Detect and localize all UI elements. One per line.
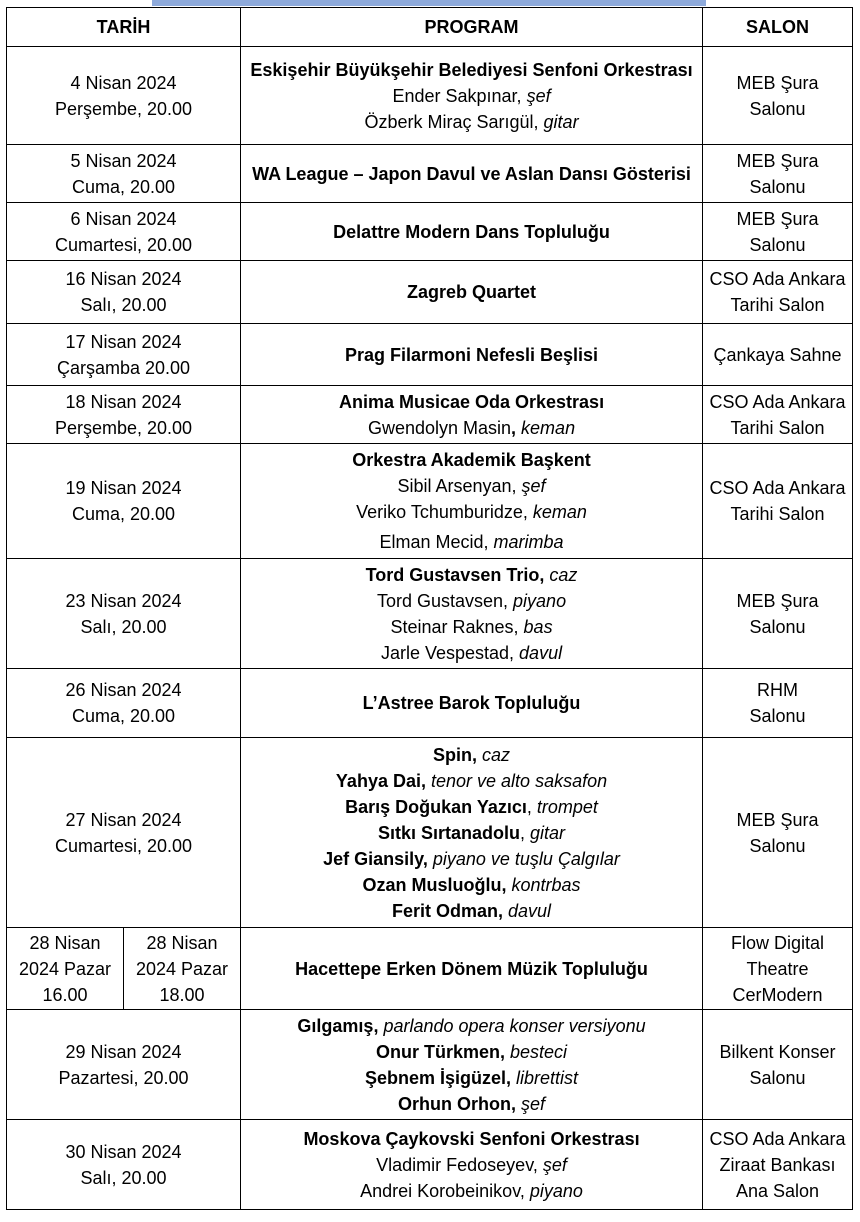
performer-role: piyano ve tuşlu Çalgılar <box>432 848 620 869</box>
venue-cell <box>703 669 853 738</box>
performer-separator: , <box>503 590 514 611</box>
date-line: Cuma, 20.00 <box>71 176 176 197</box>
program-cell <box>241 559 703 669</box>
venue-line: Salonu <box>749 234 806 255</box>
program-cell <box>241 928 703 1010</box>
performer-name: Ozan Musluoğlu <box>362 874 502 895</box>
header-accent-bar <box>152 0 706 6</box>
venue-line: Ziraat Bankası <box>719 1154 836 1175</box>
performer-name: Gwendolyn Masin <box>367 417 512 438</box>
performer-line <box>243 742 700 768</box>
table-row <box>7 444 853 559</box>
date-line: Pazartesi, 20.00 <box>58 1067 189 1088</box>
venue-cell <box>703 386 853 444</box>
date-line: 4 Nisan 2024 <box>70 72 177 93</box>
performer-separator: , <box>516 85 527 106</box>
table-row <box>7 559 853 669</box>
date-cell <box>7 47 241 145</box>
performer-role: şef <box>526 85 551 106</box>
performer-role: keman <box>532 502 587 522</box>
program-cell <box>241 1120 703 1210</box>
performer-role: parlando opera konser versiyonu <box>383 1015 646 1036</box>
performer-line <box>243 562 700 588</box>
program-title: Orkestra Akademik Başkent <box>352 450 591 470</box>
date-cell <box>124 928 241 1010</box>
program-title: WA League – Japon Davul ve Aslan Dansı Gösterisi <box>252 163 691 184</box>
performer-line <box>243 846 700 872</box>
venue-line: Theatre <box>746 958 809 979</box>
performer-role: caz <box>482 744 511 765</box>
performer-name: Jef Giansily <box>323 848 423 869</box>
performer-separator: , <box>526 796 537 817</box>
performer-name: Orhun Orhon <box>398 1093 511 1114</box>
performer-role: caz <box>549 564 578 585</box>
performer-role: gitar <box>530 822 566 843</box>
table-row <box>7 386 853 444</box>
table-header-row <box>7 8 853 47</box>
date-line: 28 Nisan <box>29 932 101 953</box>
venue-line: CSO Ada Ankara <box>709 478 846 498</box>
performer-separator: , <box>513 616 524 637</box>
date-line: Perşembe, 20.00 <box>54 417 193 438</box>
program-title: Zagreb Quartet <box>407 282 537 302</box>
performer-line <box>243 109 700 135</box>
performer-line <box>243 640 700 666</box>
date-line: 29 Nisan 2024 <box>65 1041 182 1062</box>
performer-line <box>243 415 700 441</box>
program-cell <box>241 47 703 145</box>
performer-role: tenor ve alto saksafon <box>431 770 608 791</box>
performer-separator: , <box>483 532 494 552</box>
table-row <box>7 669 853 738</box>
venue-line: CSO Ada Ankara <box>709 269 846 289</box>
performer-name: Elman Mecid <box>379 532 484 552</box>
performer-name: Jarle Vespestad <box>380 642 510 663</box>
performer-name: Sıtkı Sırtanadolu <box>377 822 521 843</box>
date-line: 26 Nisan 2024 <box>65 680 182 700</box>
venue-line: Flow Digital <box>731 932 825 953</box>
date-line: 17 Nisan 2024 <box>65 331 182 352</box>
program-title: L’Astree Barok Topluluğu <box>362 693 581 713</box>
table-row <box>7 47 853 145</box>
venue-line: Ana Salon <box>735 1180 820 1201</box>
date-line: Perşembe, 20.00 <box>54 98 193 119</box>
performer-line <box>243 768 700 794</box>
table-row <box>7 1120 853 1210</box>
performer-role: kontrbas <box>511 874 581 895</box>
performer-line <box>243 1039 700 1065</box>
performer-line <box>243 1178 700 1204</box>
venue-line: Salonu <box>749 98 806 119</box>
venue-line: Salonu <box>749 176 806 197</box>
performer-line <box>243 499 700 525</box>
date-line: 6 Nisan 2024 <box>70 208 177 229</box>
venue-line: MEB Şura <box>736 72 819 93</box>
performer-line <box>243 614 700 640</box>
performer-name: Şebnem İşigüzel <box>364 1067 507 1088</box>
concert-schedule-table <box>6 7 853 1210</box>
performer-separator: , <box>520 822 531 843</box>
venue-line: CSO Ada Ankara <box>709 1128 846 1149</box>
venue-line: Salonu <box>749 706 806 726</box>
date-cell <box>7 928 124 1010</box>
performer-line <box>243 473 700 499</box>
venue-column-header: SALON <box>703 8 853 47</box>
performer-line <box>243 588 700 614</box>
performer-separator: , <box>522 502 533 522</box>
performer-name: Andrei Korobeinikov <box>360 1180 520 1201</box>
performer-separator: , <box>509 642 520 663</box>
program-column-header: PROGRAM <box>241 8 703 47</box>
performer-role: piyano <box>529 1180 583 1201</box>
program-title: Prag Filarmoni Nefesli Beşlisi <box>344 344 599 365</box>
date-line: 5 Nisan 2024 <box>70 150 177 171</box>
program-title: Anima Musicae Oda Orkestrası <box>338 391 605 412</box>
performer-separator: , <box>422 848 433 869</box>
table-row <box>7 928 853 1010</box>
date-cell <box>7 261 241 324</box>
venue-cell <box>703 203 853 261</box>
date-line: 2024 Pazar <box>135 958 229 979</box>
date-line: Cumartesi, 20.00 <box>54 835 193 856</box>
performer-role: besteci <box>510 1041 568 1062</box>
date-line: 16.00 <box>42 984 88 1005</box>
program-cell <box>241 145 703 203</box>
venue-line: MEB Şura <box>736 809 819 830</box>
venue-line: MEB Şura <box>736 590 819 611</box>
performer-role: şef <box>521 1093 546 1114</box>
venue-cell <box>703 1010 853 1120</box>
date-line: Salı, 20.00 <box>80 616 167 637</box>
performer-name: Ferit Odman <box>391 900 498 921</box>
venue-line: Tarihi Salon <box>730 504 825 524</box>
venue-line: Tarihi Salon <box>730 417 825 438</box>
date-line: 19 Nisan 2024 <box>65 478 182 498</box>
program-cell <box>241 669 703 738</box>
venue-line: CerModern <box>732 984 823 1005</box>
performer-separator: , <box>506 1067 517 1088</box>
program-title: Eskişehir Büyükşehir Belediyesi Senfoni Orkestrası <box>250 59 693 80</box>
venue-cell <box>703 145 853 203</box>
performer-role: şef <box>521 476 546 496</box>
performer-separator: , <box>420 770 431 791</box>
date-line: Cuma, 20.00 <box>71 504 176 524</box>
venue-line: MEB Şura <box>736 150 819 171</box>
date-cell <box>7 1010 241 1120</box>
performer-line <box>243 872 700 898</box>
performer-role: librettist <box>516 1067 579 1088</box>
date-line: 2024 Pazar <box>18 958 112 979</box>
date-cell <box>7 203 241 261</box>
program-title: Delattre Modern Dans Topluluğu <box>333 221 610 242</box>
date-line: Salı, 20.00 <box>80 295 167 315</box>
venue-line: RHM <box>757 680 799 700</box>
performer-line <box>243 898 700 924</box>
date-line: Çarşamba 20.00 <box>56 357 191 378</box>
date-cell <box>7 145 241 203</box>
venue-line: Salonu <box>749 835 806 856</box>
performer-name: Tord Gustavsen Trio <box>365 564 540 585</box>
performer-name: Veriko Tchumburidze <box>356 502 523 522</box>
table-row <box>7 1010 853 1120</box>
performer-role: marimba <box>493 532 564 552</box>
venue-line: Salonu <box>749 1067 806 1088</box>
date-line: Cuma, 20.00 <box>71 706 176 726</box>
performer-role: bas <box>523 616 553 637</box>
performer-line <box>243 794 700 820</box>
performer-line <box>243 1152 700 1178</box>
table-row <box>7 203 853 261</box>
performer-separator: , <box>533 111 544 132</box>
performer-role: piyano <box>513 590 567 611</box>
venue-line: MEB Şura <box>736 208 819 229</box>
performer-role: gitar <box>543 111 579 132</box>
venue-line: Tarihi Salon <box>730 295 825 315</box>
table-row <box>7 738 853 928</box>
date-line: Salı, 20.00 <box>80 1167 167 1188</box>
performer-role: davul <box>519 642 563 663</box>
performer-separator: , <box>498 900 509 921</box>
performer-line <box>243 1065 700 1091</box>
date-line: 23 Nisan 2024 <box>65 590 182 611</box>
date-line: 28 Nisan <box>146 932 218 953</box>
performer-name: Tord Gustavsen <box>376 590 504 611</box>
date-line: Cumartesi, 20.00 <box>54 234 193 255</box>
program-title: Hacettepe Erken Dönem Müzik Topluluğu <box>295 958 648 979</box>
table-row <box>7 324 853 386</box>
performer-name: Barış Doğukan Yazıcı <box>345 796 527 817</box>
performer-separator: , <box>511 417 522 438</box>
date-cell <box>7 324 241 386</box>
program-title: Moskova Çaykovski Senfoni Orkestrası <box>303 1128 640 1149</box>
date-cell <box>7 669 241 738</box>
venue-cell <box>703 324 853 386</box>
performer-name: Sibil Arsenyan <box>397 476 512 496</box>
venue-cell <box>703 738 853 928</box>
date-cell <box>7 738 241 928</box>
program-cell <box>241 203 703 261</box>
table-row <box>7 261 853 324</box>
performer-role: şef <box>542 1154 567 1175</box>
venue-cell <box>703 1120 853 1210</box>
venue-cell <box>703 559 853 669</box>
performer-name: Yahya Dai <box>335 770 421 791</box>
performer-separator: , <box>532 1154 543 1175</box>
performer-separator: , <box>501 874 512 895</box>
performer-separator: , <box>510 1093 521 1114</box>
performer-separator: , <box>519 1180 530 1201</box>
performer-name: Steinar Raknes <box>390 616 514 637</box>
date-line: 18 Nisan 2024 <box>65 391 182 412</box>
program-cell <box>241 1010 703 1120</box>
program-cell <box>241 324 703 386</box>
performer-role: keman <box>521 417 576 438</box>
performer-role: davul <box>508 900 552 921</box>
performer-separator: , <box>499 1041 510 1062</box>
performer-line <box>243 820 700 846</box>
venue-line: Bilkent Konser <box>719 1041 836 1062</box>
venue-cell <box>703 444 853 559</box>
performer-name: Ender Sakpınar <box>392 85 517 106</box>
venue-line: Çankaya Sahne <box>713 344 842 365</box>
performer-line <box>243 83 700 109</box>
date-cell <box>7 559 241 669</box>
date-line: 30 Nisan 2024 <box>65 1141 182 1162</box>
performer-name: Spin <box>433 744 472 765</box>
performer-name: Özberk Miraç Sarıgül <box>364 111 534 132</box>
date-cell <box>7 444 241 559</box>
performer-separator: , <box>539 564 550 585</box>
program-cell <box>241 261 703 324</box>
venue-cell <box>703 928 853 1010</box>
date-line: 27 Nisan 2024 <box>65 809 182 830</box>
performer-name: Onur Türkmen <box>375 1041 500 1062</box>
venue-line: CSO Ada Ankara <box>709 391 846 412</box>
venue-cell <box>703 261 853 324</box>
performer-separator: , <box>472 744 483 765</box>
performer-line <box>243 1013 700 1039</box>
date-cell <box>7 1120 241 1210</box>
performer-role: trompet <box>536 796 598 817</box>
program-cell <box>241 386 703 444</box>
venue-line: Salonu <box>749 616 806 637</box>
date-line: 18.00 <box>159 984 205 1005</box>
performer-name: Vladimir Fedoseyev <box>376 1154 533 1175</box>
performer-line <box>243 1091 700 1117</box>
table-row <box>7 145 853 203</box>
performer-separator: , <box>511 476 522 496</box>
performer-separator: , <box>373 1015 384 1036</box>
performer-line <box>243 529 700 555</box>
program-cell <box>241 444 703 559</box>
date-column-header: TARİH <box>7 8 241 47</box>
performer-name: Gılgamış <box>297 1015 374 1036</box>
date-line: 16 Nisan 2024 <box>65 269 182 289</box>
program-cell <box>241 738 703 928</box>
date-cell <box>7 386 241 444</box>
venue-cell <box>703 47 853 145</box>
